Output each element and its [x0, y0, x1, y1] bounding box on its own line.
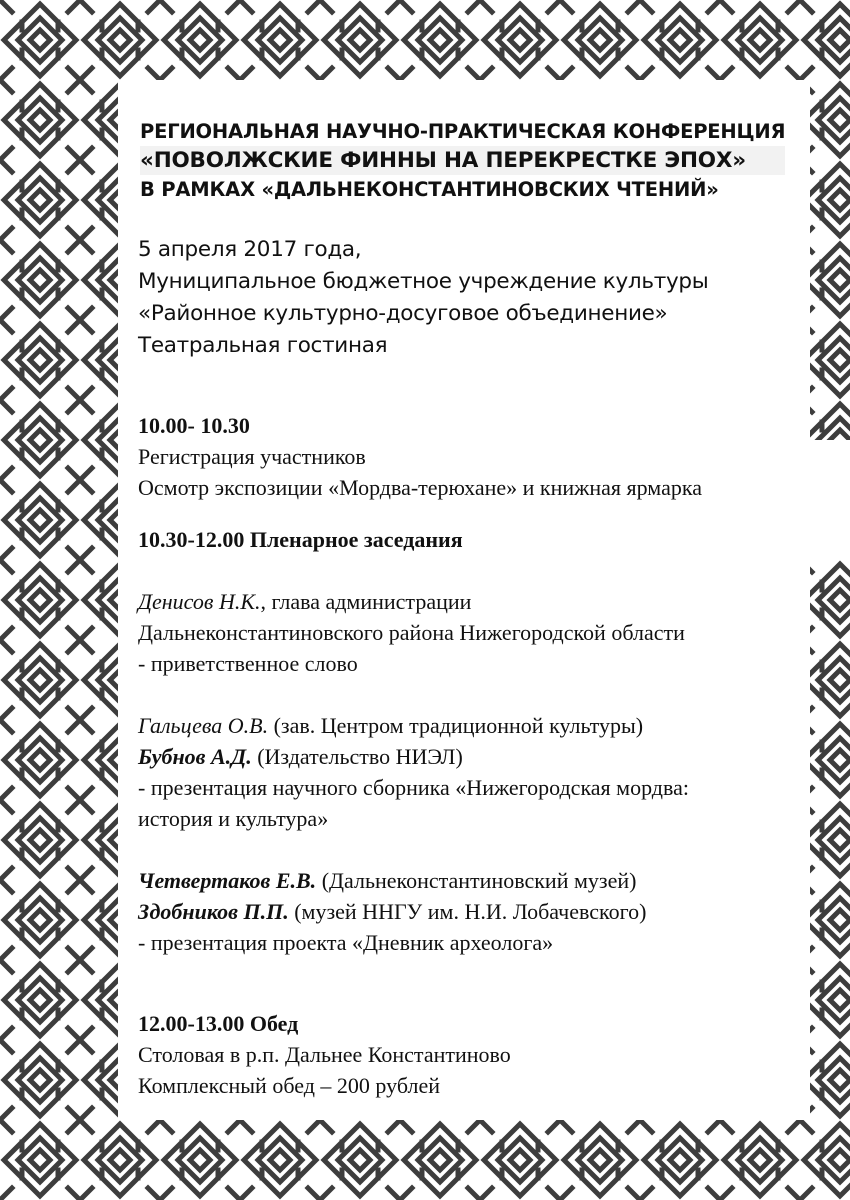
talk2-line2: [138, 741, 702, 772]
talk2-speaker2: Бубнов А.Д.: [138, 744, 252, 769]
talk3-line1: [138, 865, 702, 896]
venue-block: [138, 234, 708, 362]
talk1-speaker: Денисов Н.К.: [138, 589, 261, 614]
slot1-item1: Регистрация участников: [138, 444, 366, 469]
talk2-affil1: (зав. Центром традиционной культуры): [268, 713, 644, 738]
header-line-3: В РАМКАХ «ДАЛЬНЕКОНСТАНТИНОВСКИХ ЧТЕНИЙ»: [140, 178, 719, 201]
venue-org: Муниципальное бюджетное учреждение культуры: [138, 269, 709, 294]
venue-org-name: «Районное культурно-досуговое объединение»: [138, 301, 668, 326]
program: [138, 410, 702, 1101]
slot1-item2: Осмотр экспозиции «Мордва-терюхане» и книжная ярмарка: [138, 475, 702, 500]
header-line-1: РЕГИОНАЛЬНАЯ НАУЧНО-ПРАКТИЧЕСКАЯ КОНФЕРЕНЦИЯ: [140, 120, 786, 143]
talk3-affil2: (музей ННГУ им. Н.И. Лобачевского): [288, 899, 647, 924]
talk1-topic: - приветственное слово: [138, 651, 358, 676]
slot3-time: 12.00-13.00 Обед: [138, 1011, 299, 1036]
slot3-item1: Столовая в р.п. Дальнее Константиново: [138, 1042, 511, 1067]
event-date: 5 апреля 2017 года,: [138, 237, 362, 262]
talk3-speaker2: Здобников П.П.: [138, 899, 289, 924]
talk3-line2: [138, 896, 702, 927]
slot2-time: 10.30-12.00 Пленарное заседания: [138, 527, 463, 552]
slot3-item2: Комплексный обед – 200 рублей: [138, 1073, 440, 1098]
talk1-line1: [138, 586, 702, 617]
talk3-affil1: (Дальнеконстантиновский музей): [316, 868, 637, 893]
talk2-speaker1: Гальцева О.В.: [138, 713, 269, 738]
talk1-role: , глава администрации: [260, 589, 472, 614]
talk2-line1: [138, 710, 702, 741]
conference-header: [140, 117, 785, 204]
talk2-topic1: - презентация научного сборника «Нижегородская мордва:: [138, 775, 689, 800]
venue-room: Театральная гостиная: [138, 333, 388, 358]
talk3-speaker1: Четвертаков Е.В.: [138, 868, 317, 893]
talk2-affil2: (Издательство НИЭЛ): [251, 744, 463, 769]
talk3-topic: - презентация проекта «Дневник археолога»: [138, 930, 554, 955]
talk1-role2: Дальнеконстантиновского района Нижегородской области: [138, 620, 685, 645]
conference-title: «ПОВОЛЖСКИЕ ФИННЫ НА ПЕРЕКРЕСТКЕ ЭПОХ»: [140, 146, 785, 175]
slot1-time: 10.00- 10.30: [138, 413, 250, 438]
talk2-topic2: история и культура»: [138, 806, 329, 831]
